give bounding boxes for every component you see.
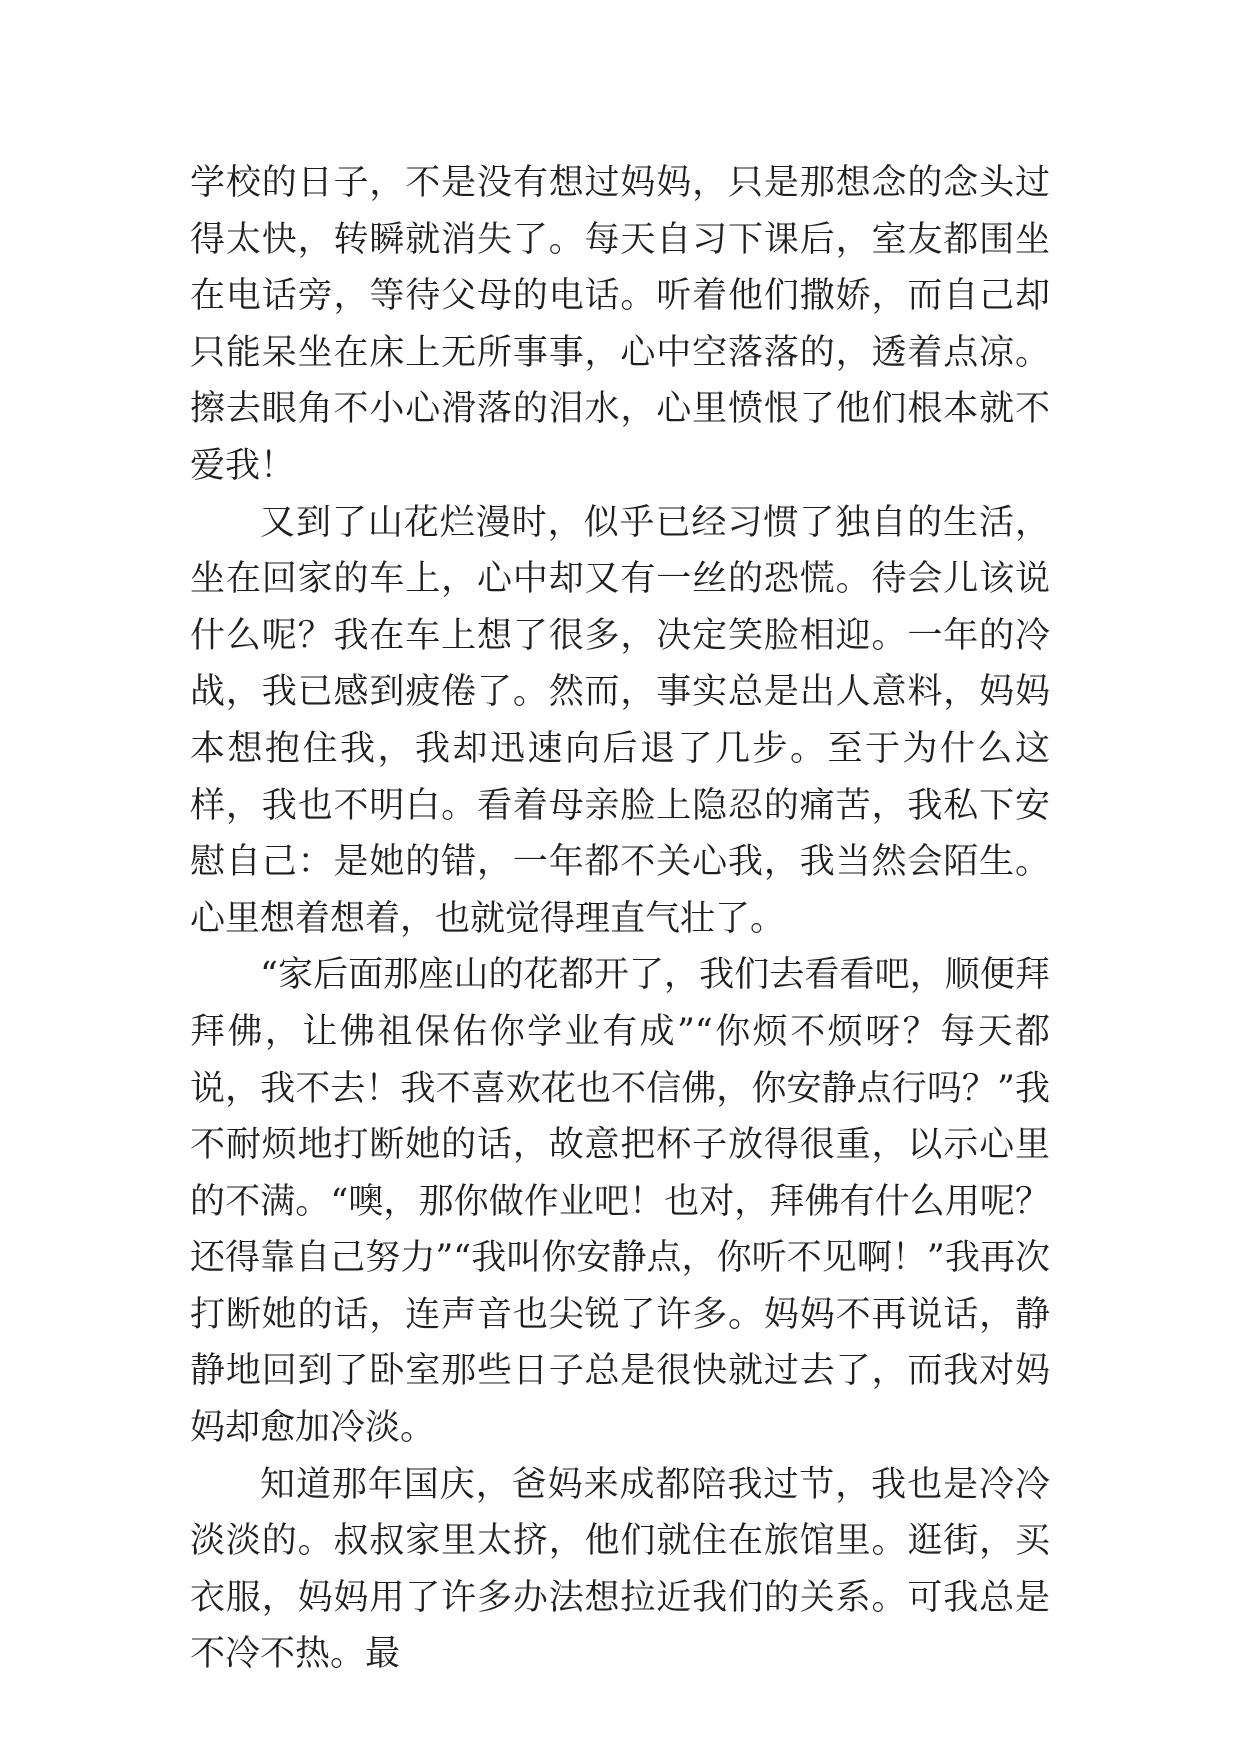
paragraph-2: 又到了山花烂漫时，似乎已经习惯了独自的生活，坐在回家的车上，心中却又有一丝的恐慌。待会儿该说什么呢？我在车上想了很多，决定笑脸相迎。一年的冷战，我已感到疲倦了。然而，事实总是出人意料，妈妈本想抱住我，我却迅速向后退了几步。至于为什么这样，我也不明白。看着母亲脸上隐忍的痛苦，我私下安慰自己：是她的错，一年都不关心我，我当然会陌生。心里想着想着，也就觉得理直气壮了。 (190, 502, 1050, 939)
paragraph-3: “家后面那座山的花都开了，我们去看看吧，顺便拜拜佛，让佛祖保佑你学业有成”“你烦不烦呀？每天都说，我不去！我不喜欢花也不信佛，你安静点行吗？”我不耐烦地打断她的话，故意把杯子放得很重，以示心里的不满。“噢，那你做作业吧！也对，拜佛有什么用呢？还得靠自己努力”“我叫你安静点，你听不见啊！”我再次打断她的话，连声音也尖锐了许多。妈妈不再说话，静静地回到了卧室那些日子总是很快就过去了，而我对妈妈却愈加冷淡。 (190, 955, 1050, 1449)
paragraph-1: 学校的日子，不是没有想过妈妈，只是那想念的念头过得太快，转瞬就消失了。每天自习下课后，室友都围坐在电话旁，等待父母的电话。听着他们撒娇，而自己却只能呆坐在床上无所事事，心中空落落的，透着点凉。擦去眼角不小心滑落的泪水，心里愤恨了他们根本就不爱我！ (190, 163, 1050, 486)
body-text (190, 155, 1050, 1683)
paragraph-4: 知道那年国庆，爸妈来成都陪我过节，我也是冷冷淡淡的。叔叔家里太挤，他们就住在旅馆里。逛街，买衣服，妈妈用了许多办法想拉近我们的关系。可我总是不冷不热。最 (190, 1464, 1050, 1675)
